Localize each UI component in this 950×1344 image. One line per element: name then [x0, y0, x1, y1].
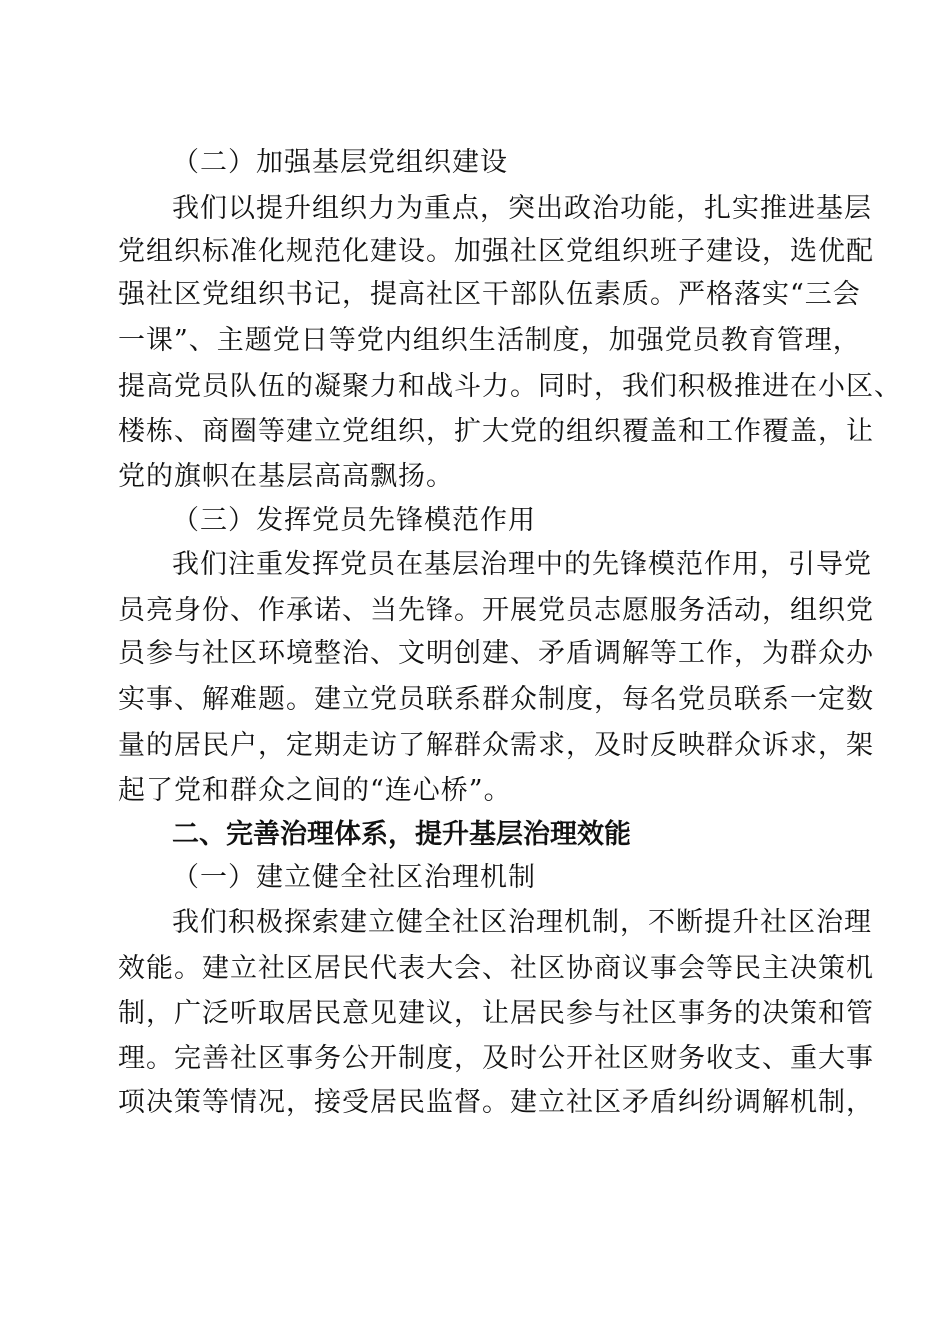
part-heading-governance-system: 二、完善治理体系，提升基层治理效能 — [172, 819, 631, 850]
paragraph-line: 员亮身份、作承诺、当先锋。开展党员志愿服务活动，组织党 — [118, 595, 874, 626]
paragraph-line: 理。完善社区事务公开制度，及时公开社区财务收支、重大事 — [118, 1043, 874, 1074]
paragraph-line: 一课”、主题党日等党内组织生活制度，加强党员教育管理， — [118, 325, 861, 356]
paragraph-line: 量的居民户，定期走访了解群众需求，及时反映群众诉求，架 — [118, 730, 874, 761]
paragraph-line: 强社区党组织书记，提高社区干部队伍素质。严格落实“三会 — [118, 279, 861, 310]
paragraph-line: 党组织标准化规范化建设。加强社区党组织班子建设，选优配 — [118, 236, 874, 267]
paragraph-line: 实事、解难题。建立党员联系群众制度，每名党员联系一定数 — [118, 684, 874, 715]
paragraph-line: 我们注重发挥党员在基层治理中的先锋模范作用，引导党 — [172, 549, 872, 580]
section-heading-strengthen-party-org: （二）加强基层党组织建设 — [172, 147, 508, 178]
section-heading-party-members-role: （三）发挥党员先锋模范作用 — [172, 505, 536, 536]
paragraph-line: 党的旗帜在基层高高飘扬。 — [118, 461, 454, 492]
paragraph-line: 提高党员队伍的凝聚力和战斗力。同时，我们积极推进在小区、 — [118, 371, 902, 402]
paragraph-line: 我们以提升组织力为重点，突出政治功能，扎实推进基层 — [172, 193, 872, 224]
paragraph-line: 楼栋、商圈等建立党组织，扩大党的组织覆盖和工作覆盖，让 — [118, 416, 874, 447]
paragraph-line: 我们积极探索建立健全社区治理机制，不断提升社区治理 — [172, 907, 872, 938]
paragraph-line: 项决策等情况，接受居民监督。建立社区矛盾纠纷调解机制， — [118, 1087, 874, 1118]
section-heading-community-mechanism: （一）建立健全社区治理机制 — [172, 862, 536, 893]
paragraph-line: 起了党和群众之间的“连心桥”。 — [118, 775, 512, 806]
paragraph-line: 效能。建立社区居民代表大会、社区协商议事会等民主决策机 — [118, 953, 874, 984]
paragraph-line: 制，广泛听取居民意见建议，让居民参与社区事务的决策和管 — [118, 998, 874, 1029]
paragraph-line: 员参与社区环境整治、文明创建、矛盾调解等工作，为群众办 — [118, 638, 874, 669]
